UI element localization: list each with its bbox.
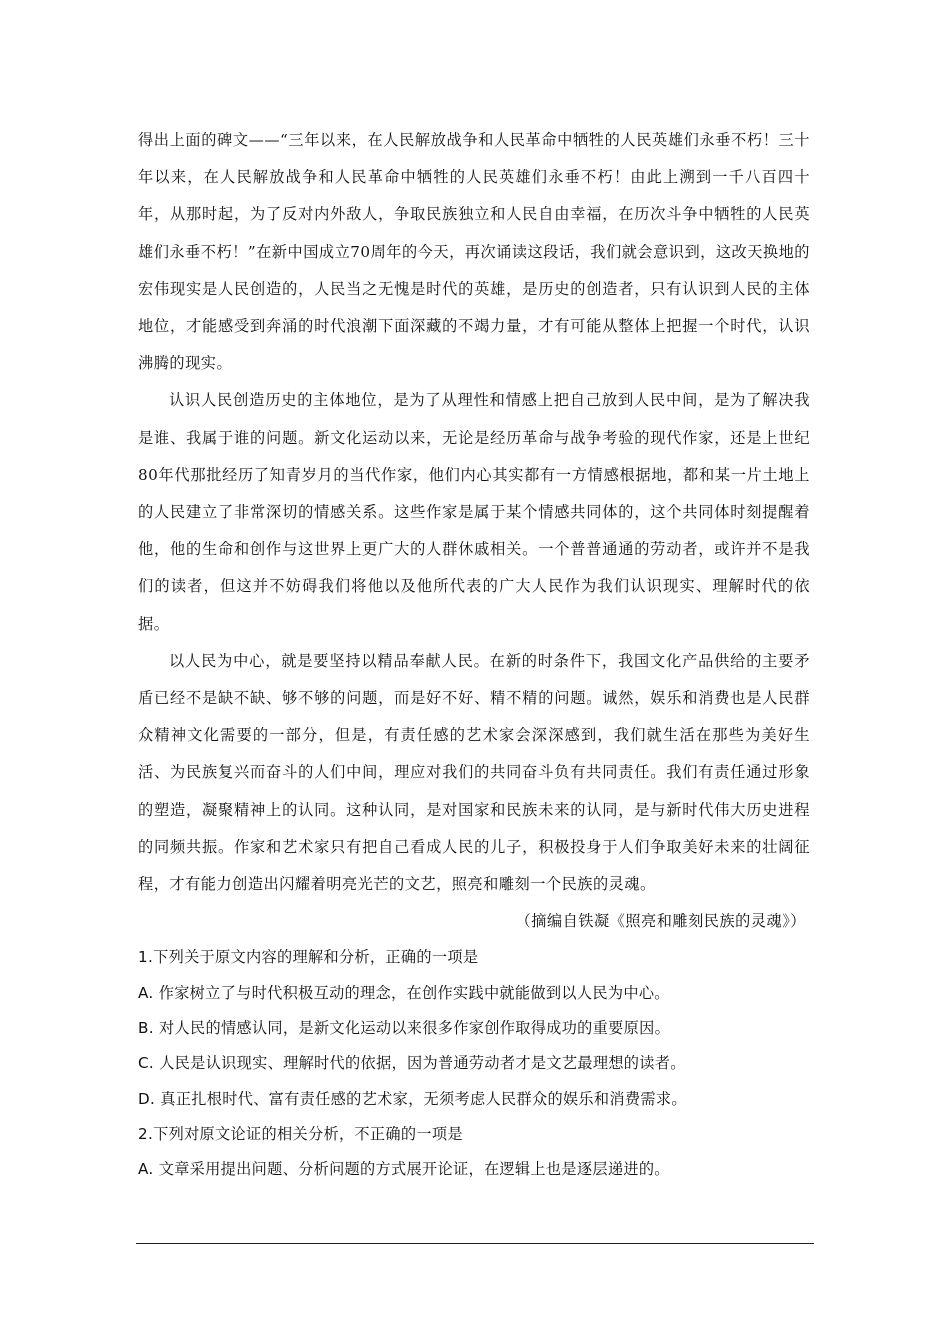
source-citation: （摘编自铁凝《照亮和雕刻民族的灵魂》）	[515, 912, 806, 931]
option-letter: C.	[138, 1054, 155, 1073]
option-text: 对人民的情感认同，是新文化运动以来很多作家创作取得成功的重要原因。	[159, 1019, 671, 1038]
option-d	[138, 1082, 810, 1117]
option-letter: A.	[138, 983, 154, 1002]
option-letter: D.	[138, 1089, 156, 1108]
option-letter: B.	[138, 1019, 154, 1038]
document-body	[138, 122, 810, 1188]
option-a	[138, 976, 810, 1011]
option-letter: A.	[138, 1160, 154, 1179]
option-a	[138, 1152, 810, 1187]
option-text: 作家树立了与时代积极互动的理念，在创作实践中就能做到以人民为中心。	[158, 983, 670, 1002]
paragraph-inscription: 得出上面的碑文——“三年以来，在人民解放战争和人民革命中牺牲的人民英雄们永垂不朽！三十年以来，在人民解放战争和人民革命中牺牲的人民英雄们永垂不朽！由此上溯到一千八百四十年，从那时起，为了反对内外敌人，争取民族独立和人民自由幸福，在历次斗争中牺牲的人民英雄们永垂不朽！”在新中国成立70周年的今天，再次诵读这段话，我们就会意识到，这改天换地的宏伟现实是人民创造的，人民当之无愧是时代的英雄，是历史的创造者，只有认识到人民的主体地位，才能感受到奔涌的时代浪潮下面深藏的不竭力量，才有可能从整体上把握一个时代，认识沸腾的现实。	[138, 131, 810, 373]
paragraph-subject-status: 认识人民创造历史的主体地位，是为了从理性和情感上把自己放到人民中间，是为了解决我是谁、我属于谁的问题。新文化运动以来，无论是经历革命与战争考验的现代作家，还是上世纪80年代那批经历了知青岁月的当代作家，他们内心其实都有一方情感根据地，都和某一片土地上的人民建立了非常深切的情感关系。这些作家是属于某个情感共同体的，这个共同体时刻提醒着他，他的生命和创作与这世界上更广大的人群休戚相关。一个普普通通的劳动者，或许并不是我们的读者，但这并不妨碍我们将他以及他所代表的广大人民作为我们认识现实、理解时代的依据。	[138, 391, 810, 633]
option-b	[138, 1011, 810, 1046]
question-text: 下列对原文论证的相关分析，不正确的一项是	[153, 1124, 463, 1143]
question-number: 2.	[138, 1124, 154, 1143]
question-text: 下列关于原文内容的理解和分析，正确的一项是	[153, 948, 479, 967]
option-text: 真正扎根时代、富有责任感的艺术家，无须考虑人民群众的娱乐和消费需求。	[160, 1089, 687, 1108]
question-number: 1.	[138, 948, 154, 967]
question-2	[138, 1117, 810, 1188]
option-text: 文章采用提出问题、分析问题的方式展开论证，在逻辑上也是逐层递进的。	[158, 1160, 670, 1179]
option-c	[138, 1046, 810, 1081]
paragraph-people-centered: 以人民为中心，就是要坚持以精品奉献人民。在新的时条件下，我国文化产品供给的主要矛盾已经不是缺不缺、够不够的问题，而是好不好、精不精的问题。诚然，娱乐和消费也是人民群众精神文化需要的一部分，但是，有责任感的艺术家会深深感到，我们就生活在那些为美好生活、为民族复兴而奋斗的人们中间，理应对我们的共同奋斗负有共同责任。我们有责任通过形象的塑造，凝聚精神上的认同。这种认同，是对国家和民族未来的认同，是与新时代伟大历史进程的同频共振。作家和艺术家只有把自己看成人民的儿子，积极投身于人们争取美好未来的壮阔征程，才有能力创造出闪耀着明亮光芒的文艺，照亮和雕刻一个民族的灵魂。	[138, 651, 810, 894]
option-text: 人民是认识现实、理解时代的依据，因为普通劳动者才是文艺最理想的读者。	[159, 1054, 686, 1073]
footer-divider	[136, 1243, 814, 1244]
question-1	[138, 940, 810, 1116]
question-stem	[138, 940, 810, 975]
question-stem	[138, 1117, 810, 1152]
